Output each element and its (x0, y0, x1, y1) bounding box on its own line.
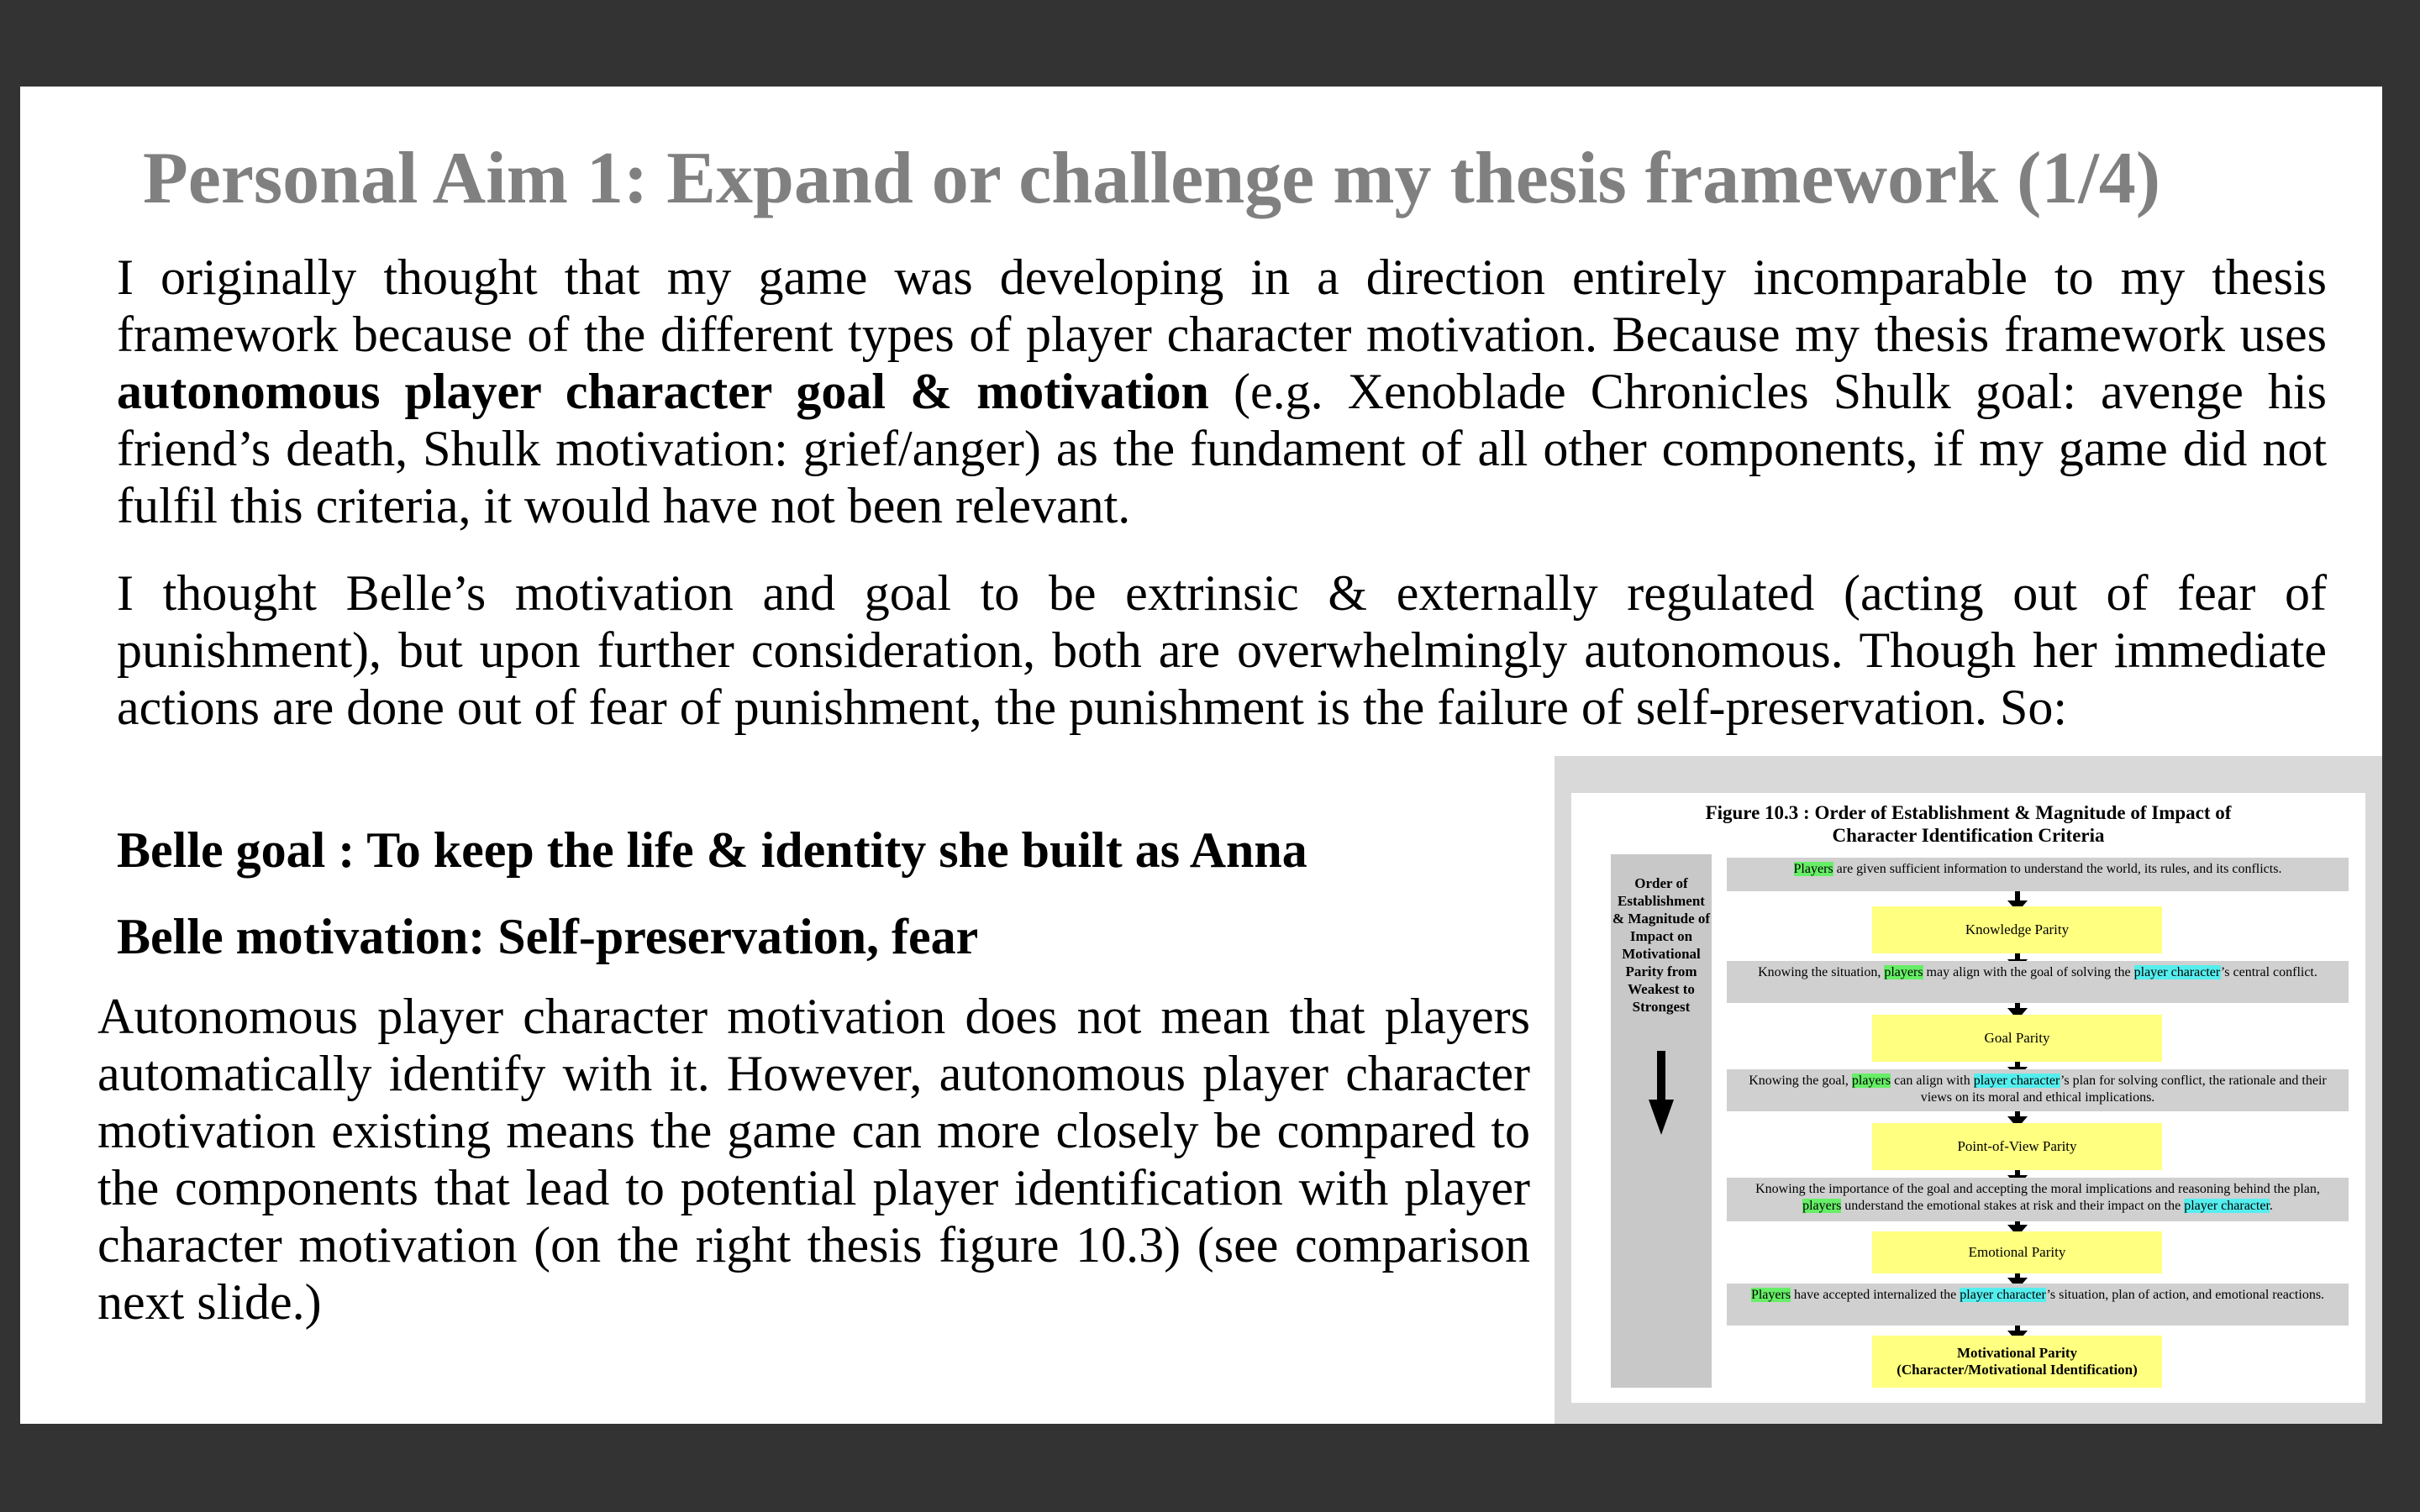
slide-title: Personal Aim 1: Expand or challenge my thesis framework (1/4) (143, 138, 2161, 219)
figure-title-line1: Figure 10.3 : Order of Establishment & Magnitude of Impact of (1705, 802, 2232, 823)
crit2-text-a: Knowing the situation, (1758, 965, 1885, 979)
crit3-highlight-players: players (1851, 1074, 1891, 1088)
crit2-text-b: may align with the goal of solving the (1923, 965, 2134, 979)
point-of-view-parity: Point-of-View Parity (1872, 1123, 2162, 1170)
crit3-highlight-player-character: player character (1973, 1074, 2060, 1088)
crit2-text-c: ’s central conflict. (2220, 965, 2317, 979)
para1-text-start: I originally thought that my game was developing in a direction entirely incomparable to my thesis framework because of the different types of player character motivation. Because my thesis framework uses (117, 249, 2327, 362)
paragraph-framework (117, 249, 2327, 534)
crit4-text-c: . (2269, 1199, 2273, 1213)
crit1-highlight-players: Players (1793, 862, 1833, 876)
figure-title (1571, 801, 2365, 847)
crit2-highlight-players: players (1884, 965, 1923, 979)
para1-text-end: (e.g. Xenoblade Chronicles Shulk goal: avenge his friend’s death, Shulk motivation: grief/anger) as the fundament of all other components, if my game did not fulfil this criteria, it would have not been relevant. (117, 364, 2327, 533)
crit5-highlight-players: Players (1750, 1288, 1791, 1302)
crit3-text-a: Knowing the goal, (1749, 1074, 1852, 1088)
crit2-highlight-player-character: player character (2133, 965, 2221, 979)
crit5-text-b: ’s situation, plan of action, and emotional reactions. (2046, 1288, 2325, 1302)
order-label: Order of Establishment & Magnitude of Impact on Motivational Parity from Weakest to Strongest (1612, 875, 1711, 1015)
slide (20, 87, 2382, 1424)
crit5-highlight-player-character: player character (1960, 1288, 2047, 1302)
criterion-motivational (1727, 1284, 2349, 1326)
crit4-highlight-players: players (1802, 1199, 1842, 1213)
crit4-text-a: Knowing the importance of the goal and accepting the moral implications and reasoning behind the plan, (1755, 1182, 2320, 1196)
para1-bold-term: autonomous player character goal & motivation (117, 364, 1209, 419)
figure-panel (1571, 793, 2365, 1403)
order-column (1611, 854, 1712, 1388)
belle-motivation: Belle motivation: Self-preservation, fear (117, 909, 979, 964)
crit5-text-a: have accepted internalized the (1791, 1288, 1960, 1302)
emotional-parity: Emotional Parity (1872, 1231, 2162, 1273)
knowledge-parity: Knowledge Parity (1872, 906, 2162, 953)
down-arrow-icon (1649, 1051, 1674, 1135)
criterion-point-of-view (1727, 1069, 2349, 1111)
crit3-text-c: ’s plan for solving conflict, the rationale and their views on its moral and ethical implications. (1920, 1074, 2327, 1105)
belle-goal: Belle goal : To keep the life & identity she built as Anna (117, 822, 1307, 878)
criterion-emotional (1727, 1178, 2349, 1221)
crit4-text-b: understand the emotional stakes at risk and their impact on the (1841, 1199, 2185, 1213)
motivational-parity-line1: Motivational Parity (1956, 1345, 2078, 1361)
paragraph-autonomous-motivation: Autonomous player character motivation does not mean that players automatically identify with it. However, autonomous player character motivation existing means the game can more closely be compared to the components that lead to potential player identification with player character motivation (on the right thesis figure 10.3) (see comparison next slide.) (97, 989, 1530, 1330)
thesis-figure-10-3 (1555, 756, 2382, 1424)
crit4-highlight-player-character: player character (2184, 1199, 2270, 1213)
paragraph-belle-motivation: I thought Belle’s motivation and goal to be extrinsic & externally regulated (acting out of fear of punishment), but upon further consideration, both are overwhelmingly autonomous. Though her immediate actions are done out of fear of punishment, the punishment is the failure of self-preservation. So: (117, 565, 2327, 735)
criterion-knowledge (1727, 858, 2349, 891)
motivational-parity-line2: (Character/Motivational Identification) (1897, 1362, 2138, 1378)
goal-parity: Goal Parity (1872, 1015, 2162, 1062)
criterion-goal (1727, 961, 2349, 1003)
motivational-parity (1872, 1336, 2162, 1388)
figure-title-line2: Character Identification Criteria (1832, 825, 2105, 846)
crit1-text: are given sufficient information to understand the world, its rules, and its conflicts. (1833, 862, 2282, 876)
crit3-text-b: can align with (1891, 1074, 1974, 1088)
